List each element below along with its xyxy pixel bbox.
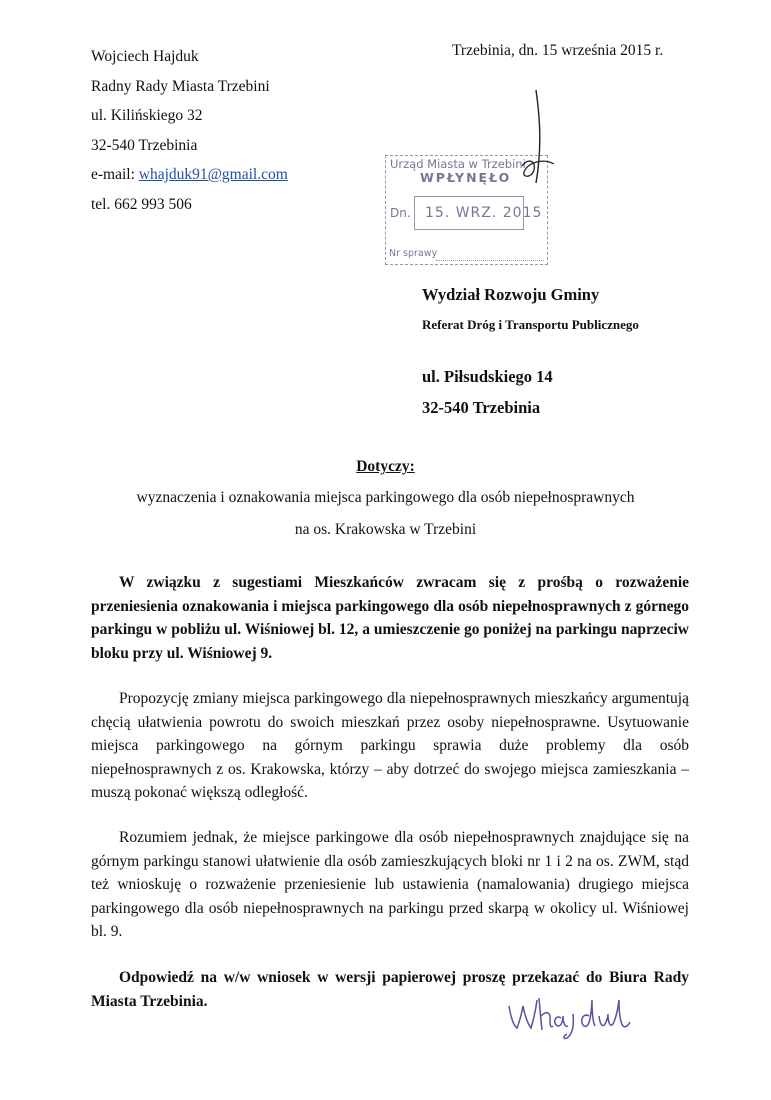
paragraph-proposal: Rozumiem jednak, że miejsce parkingowe dla osób niepełnosprawnych znajdujące się na górnym parkingu stanowi ułatwienie dla osób zamieszkujących bloki nr 1 i 2 na os. ZWM, stąd też wnioskuję o rozważenie przeniesienie lub ustawienia (namalowania) drugiego miejsca parkingowego dla osób niepełnosprawnych na parkingu przed skarpą w okolicy ul. Wiśniowej bl. 9. xyxy=(91,829,689,940)
sender-block xyxy=(91,42,288,219)
stamp-case-dots xyxy=(436,260,544,261)
sender-street: ul. Kilińskiego 32 xyxy=(91,107,203,124)
subject-label: Dotyczy: xyxy=(356,458,415,475)
subject-line-1: wyznaczenia i oznakowania miejsca parkingowego dla osób niepełnosprawnych xyxy=(136,489,635,506)
paragraph-request: W związku z sugestiami Mieszkańców zwracam się z prośbą o rozważenie przeniesienia oznakowania i miejsca parkingowego dla osób niepełnosprawnych z górnego parkingu w pobliżu ul. Wiśniowej bl. 12, a umieszczenie go poniżej na parkingu naprzeciw bloku przy ul. Wiśniowej 9. xyxy=(91,574,689,662)
addressee-unit: Referat Dróg i Transportu Publicznego xyxy=(422,317,639,332)
stamp-case-label: Nr sprawy xyxy=(389,248,438,259)
stamp-date-box xyxy=(414,196,543,230)
stamp-date-label: Dn. xyxy=(390,206,411,220)
sender-title: Radny Rady Miasta Trzebini xyxy=(91,77,270,95)
date-line: Trzebinia, dn. 15 września 2015 r. xyxy=(452,42,664,59)
stamp-initials-icon xyxy=(470,88,570,198)
handwritten-signature xyxy=(505,992,635,1042)
email-label: e-mail: xyxy=(91,166,135,183)
addressee-department: Wydział Rozwoju Gminy xyxy=(422,285,600,304)
paragraph-reply-request: Odpowiedź na w/w wniosek w wersji papierowej proszę przekazać do Biura Rady Miasta Trzebinia. xyxy=(91,969,689,1010)
sender-name: Wojciech Hajduk xyxy=(91,48,199,65)
addressee-street: ul. Piłsudskiego 14 xyxy=(422,367,553,386)
sender-email-row xyxy=(91,160,288,190)
sender-city: 32-540 Trzebinia xyxy=(91,136,198,154)
subject-line-2: na os. Krakowska w Trzebini xyxy=(294,521,477,538)
paragraph-argument: Propozycję zmiany miejsca parkingowego dla niepełnosprawnych mieszkańcy argumentują chęcią ułatwienia powrotu do swoich mieszkań przez osoby niepełnosprawne. Usytuowanie miejsca parkingowego na górnym parkingu sprawia duże problemy dla osób niepełnosprawnych z os. Krakowska, którzy – aby dotrzeć do swojego miejsca zamieszkania – muszą pokonać większą odległość. xyxy=(91,690,689,801)
stamp-org: Urząd Miasta w Trzebini xyxy=(390,157,526,171)
stamp-received: WPŁYNĘŁO xyxy=(420,170,512,185)
email-link[interactable]: whajduk91@gmail.com xyxy=(138,166,288,183)
addressee-city: 32-540 Trzebinia xyxy=(422,398,541,417)
sender-phone: tel. 662 993 506 xyxy=(91,195,192,213)
stamp-date: 15. WRZ. 2015 xyxy=(425,205,543,221)
